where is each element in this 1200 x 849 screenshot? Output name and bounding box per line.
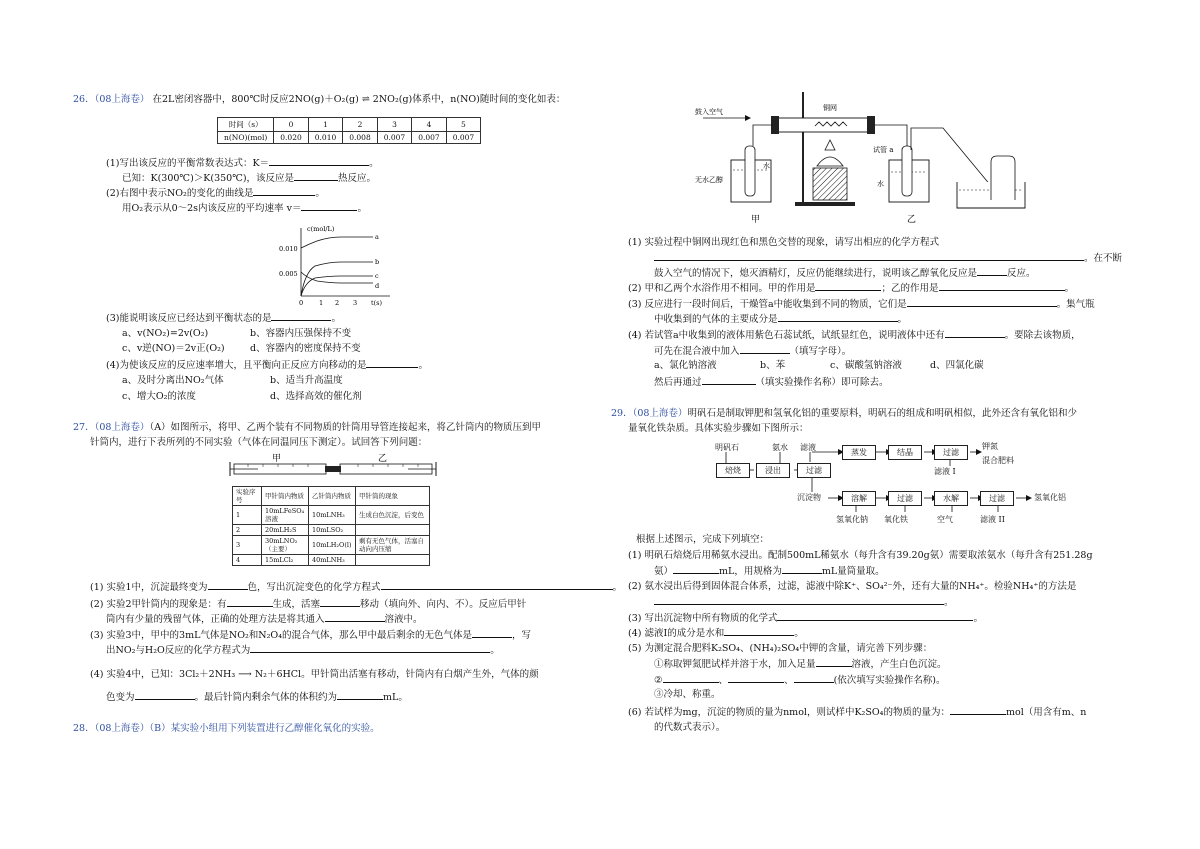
x-tick-label: 3 bbox=[353, 299, 358, 307]
text: 用O₂表示从0～2s内该反应的平均速率 v＝ bbox=[122, 203, 302, 214]
answer-blank[interactable] bbox=[782, 564, 822, 574]
answer-blank[interactable] bbox=[325, 612, 385, 622]
answer-blank[interactable] bbox=[366, 358, 418, 368]
text: (依次填写实验操作名称)。 bbox=[833, 675, 946, 686]
q29-intro: 根据上述图示，完成下列填空： bbox=[636, 534, 770, 545]
x-axis-label: t(s) bbox=[371, 299, 383, 307]
q29-r5-step3: ③冷却、称重。 bbox=[654, 689, 721, 700]
text: (2) 实验2甲针筒内的现象是：有 bbox=[90, 599, 227, 610]
text: (3) 实验3中，甲中的3mL气体是NO₂和N₂O₄的混合气体，那么甲中最后剩余的无色气体是 bbox=[90, 630, 473, 641]
flow-box: 蒸发 bbox=[842, 445, 876, 460]
answer-blank[interactable] bbox=[253, 186, 315, 196]
text: 已知：K(300℃)＞K(350℃)，该反应是 bbox=[122, 173, 295, 184]
q26-l1 bbox=[106, 156, 379, 170]
table-cell: 1 bbox=[233, 506, 262, 525]
text: （填写字母）。 bbox=[789, 346, 852, 357]
q28-p4 bbox=[628, 328, 1081, 342]
text: (3) 反应进行一段时间后，干燥管a中能收集到不同的物质，它们是 bbox=[628, 299, 907, 310]
answer-blank[interactable] bbox=[673, 564, 719, 574]
text: 。 bbox=[973, 613, 983, 624]
flame bbox=[825, 140, 835, 150]
text: N₂＋6HCl。甲针筒出活塞有移动，针筒内有白烟产生外，气体的颜 bbox=[254, 669, 539, 680]
text: 氨） bbox=[654, 566, 674, 577]
table-cell: 20mLH₂S bbox=[262, 525, 309, 536]
answer-blank[interactable] bbox=[724, 626, 794, 636]
q27-s3 bbox=[90, 628, 531, 642]
text: 。 bbox=[331, 313, 341, 324]
y-axis-label: c(mol/L) bbox=[307, 225, 335, 233]
x-tick-label: 1 bbox=[319, 299, 324, 307]
test-tube bbox=[745, 146, 755, 196]
syringe-label: 乙 bbox=[378, 454, 388, 464]
flow-label: 沉淀物 bbox=[797, 493, 821, 502]
text: 热反应。 bbox=[338, 173, 377, 184]
text: 生成，活塞 bbox=[272, 599, 321, 610]
answer-blank[interactable] bbox=[728, 673, 784, 683]
table-cell: 4 bbox=[412, 118, 446, 132]
text: ② bbox=[654, 675, 663, 686]
label: 鼓入空气 bbox=[695, 108, 723, 116]
arrow-icon bbox=[745, 115, 751, 121]
text: 。 bbox=[612, 582, 623, 593]
label: 水 bbox=[763, 162, 770, 170]
label: 甲 bbox=[751, 215, 761, 225]
q26-l4 bbox=[122, 201, 367, 215]
label: 无水乙醇 bbox=[695, 176, 723, 184]
table-cell: 时间（s） bbox=[218, 118, 274, 132]
label: 试管 a bbox=[873, 146, 894, 154]
answer-blank[interactable] bbox=[301, 201, 357, 211]
syringe-label: 甲 bbox=[272, 454, 282, 464]
table-row bbox=[233, 525, 430, 536]
answer-blank[interactable] bbox=[208, 580, 248, 590]
q28-p1-cont2 bbox=[654, 266, 1036, 280]
q27-line2: 针筒内，进行下表所列的不同实验（气体在同温同压下测定）。试回答下列问题： bbox=[90, 437, 428, 448]
text: 鼓入空气的情况下，熄灭酒精灯，反应仍能继续进行，说明该乙醇氧化反应是 bbox=[654, 268, 978, 279]
text: 。要除去该物质， bbox=[1004, 330, 1081, 341]
q27-s2-cont bbox=[106, 612, 423, 626]
lamp-block bbox=[813, 168, 847, 200]
flow-label: 氢氧化铝 bbox=[1034, 493, 1066, 502]
table-cell: 0.010 bbox=[308, 132, 342, 144]
answer-blank[interactable] bbox=[778, 312, 898, 322]
text: (4) 实验4中，已知：3Cl₂＋2NH₃ bbox=[90, 669, 236, 680]
text: 。 bbox=[357, 203, 367, 214]
text: (1)写出该反应的平衡常数表达式：K＝ bbox=[106, 158, 270, 169]
table-row bbox=[233, 506, 430, 525]
arrow-icon: ⟶ bbox=[238, 669, 252, 680]
table-cell: 0.007 bbox=[446, 132, 480, 144]
table-cell: 0.020 bbox=[274, 132, 308, 144]
answer-blank[interactable] bbox=[794, 673, 834, 683]
q28-opt-d: d、四氯化碳 bbox=[930, 360, 984, 371]
flow-label: 明矾石 bbox=[715, 443, 739, 452]
q27-s4-cont bbox=[106, 690, 408, 704]
table-cell: 10mLNH₃ bbox=[309, 506, 356, 525]
table-row bbox=[218, 132, 481, 144]
answer-blank[interactable] bbox=[337, 690, 383, 700]
stopper bbox=[867, 116, 875, 134]
q28-p1: (1) 实验过程中铜网出现红色和黑色交替的现象，请写出相应的化学方程式 bbox=[628, 237, 939, 248]
flow-box: 焙烧 bbox=[716, 463, 750, 478]
q28-opt-c: c、碳酸氢钠溶液 bbox=[830, 360, 902, 371]
q28-opt-a: a、氯化钠溶液 bbox=[654, 360, 717, 371]
text: (3)能说明该反应已经达到平衡状态的是 bbox=[106, 313, 272, 324]
text: mL，用规格为 bbox=[719, 566, 782, 577]
table-cell: 10mLH₂O(l) bbox=[309, 536, 356, 555]
text: ①称取钾氮肥试样并溶于水，加入足量 bbox=[654, 659, 816, 670]
curve-a bbox=[301, 237, 373, 248]
q29-r6-cont: 的代数式表示）。 bbox=[654, 722, 726, 733]
answer-blank[interactable] bbox=[654, 595, 944, 605]
table-cell: 40mLNH₃ bbox=[309, 555, 356, 566]
label: 铜网 bbox=[823, 104, 837, 112]
q29-r5-step2 bbox=[654, 673, 945, 687]
flow-box: 浸出 bbox=[756, 463, 790, 478]
text: 中收集到的气体的主要成分是 bbox=[654, 314, 778, 325]
text: 。 bbox=[897, 314, 908, 325]
y-tick-label: 0.010 bbox=[279, 245, 298, 253]
text: 筒内有少量的残留气体，正确的处理方法是将其通入 bbox=[106, 614, 325, 625]
q29-r1-cont bbox=[654, 564, 885, 578]
text: 。集气瓶 bbox=[1056, 299, 1095, 310]
flow-label: 滤液 II bbox=[980, 515, 1005, 524]
flow-label: 空气 bbox=[937, 515, 953, 524]
answer-blank[interactable] bbox=[250, 643, 490, 653]
table-cell: 5 bbox=[446, 118, 480, 132]
table-cell: 3 bbox=[233, 536, 262, 555]
text: mL。 bbox=[383, 692, 408, 703]
q27-s2 bbox=[90, 597, 526, 611]
answer-blank[interactable] bbox=[269, 156, 369, 166]
table-header: 乙针筒内物质 bbox=[309, 487, 356, 506]
q26-header: 26．（08上海卷） bbox=[73, 94, 150, 105]
q26-opt4-d: d、选择高效的催化剂 bbox=[270, 391, 362, 402]
q28-p4-end bbox=[654, 375, 889, 389]
q26-text: 在2L密闭容器中，800℃时反应2NO(g)＋O₂(g) ⇌ 2NO₂(g)体系中，n(NO)随时间的变化如表： bbox=[152, 94, 566, 105]
q26-opt-a: a、v(NO₂)=2v(O₂) bbox=[122, 328, 209, 339]
text: (1) 实验1中，沉淀最终变为 bbox=[90, 582, 208, 593]
table-cell: 生成白色沉淀，后变色 bbox=[356, 506, 430, 525]
curve-label: c bbox=[375, 272, 379, 280]
table-row bbox=[218, 118, 481, 132]
text: 色，写出沉淀变色的化学方程式 bbox=[247, 582, 381, 593]
table-cell: 10mLSO₂ bbox=[309, 525, 356, 536]
q27-s3-cont bbox=[106, 643, 500, 657]
q26-opt-c: c、v逆(NO)＝2v正(O₂) bbox=[122, 343, 225, 354]
q26-opt-d: d、容器内的密度保持不变 bbox=[250, 343, 361, 354]
text: 然后再通过 bbox=[654, 377, 702, 388]
text: （填实验操作名称）即可除去。 bbox=[755, 377, 889, 388]
answer-blank[interactable] bbox=[939, 281, 1065, 291]
text: 。 bbox=[794, 628, 804, 639]
answer-blank[interactable] bbox=[654, 251, 1084, 261]
q27-header: 27．（08上海卷） bbox=[73, 422, 150, 433]
q29-r3 bbox=[628, 611, 983, 625]
flow-label: 氧化铁 bbox=[884, 515, 908, 524]
answer-blank[interactable] bbox=[815, 281, 881, 291]
answer-blank[interactable] bbox=[977, 266, 1007, 276]
flow-box: 过滤 bbox=[934, 445, 968, 460]
flow-box: 结晶 bbox=[888, 445, 922, 460]
table-cell: 2 bbox=[233, 525, 262, 536]
text: (3) 写出沉淀物中所有物质的化学式 bbox=[628, 613, 778, 624]
text: 。 bbox=[315, 188, 325, 199]
q26-opt4-b: b、适当升高温度 bbox=[270, 375, 343, 386]
q29-line1 bbox=[611, 407, 1077, 420]
answer-blank[interactable] bbox=[135, 690, 195, 700]
q26-opt-b: b、容器内压强保持不变 bbox=[250, 328, 352, 339]
text: 。 bbox=[944, 597, 954, 608]
text: 。 bbox=[369, 158, 379, 169]
table-cell: 剩有无色气体，活塞自动向内压缩 bbox=[356, 536, 430, 555]
answer-blank[interactable] bbox=[320, 597, 360, 607]
text: 反应。 bbox=[1007, 268, 1036, 279]
text: ；乙的作用是 bbox=[881, 283, 939, 294]
q28-p1-cont bbox=[654, 251, 1122, 265]
text: 。在不断 bbox=[1084, 253, 1123, 264]
q26-l2 bbox=[122, 171, 376, 185]
text: 移动（填向外、向内、不）。反应后甲针 bbox=[360, 599, 527, 610]
table-row bbox=[233, 487, 430, 506]
text: (2) 甲和乙两个水浴作用不相同。甲的作用是 bbox=[628, 283, 816, 294]
q27-s4 bbox=[90, 668, 539, 681]
x-tick-label: 0 bbox=[299, 299, 304, 307]
answer-blank[interactable] bbox=[271, 311, 331, 321]
answer-blank[interactable] bbox=[945, 328, 1005, 338]
table-cell bbox=[356, 525, 430, 536]
q26-opt4-c: c、增大O₂的浓度 bbox=[122, 391, 196, 402]
ethanol-oxidation-apparatus bbox=[695, 90, 1035, 225]
table-cell: 15mLCl₂ bbox=[262, 555, 309, 566]
text: 溶液，产生白色沉淀。 bbox=[851, 659, 947, 670]
q26-line1 bbox=[73, 93, 565, 106]
q29-r5-step1 bbox=[654, 657, 947, 671]
q28-p3-cont bbox=[654, 312, 907, 326]
label: 乙 bbox=[907, 215, 917, 225]
gas-jar bbox=[991, 156, 1015, 200]
stand-base bbox=[795, 202, 855, 206]
q27-s1 bbox=[90, 580, 622, 594]
q29-r5: (5) 为测定混合肥料K₂SO₄、(NH₄)₂SO₄中钾的含量，请完善下列步骤： bbox=[628, 643, 933, 654]
text: mL量筒量取。 bbox=[821, 566, 885, 577]
flow-box: 溶解 bbox=[842, 491, 876, 506]
x-tick-label: 2 bbox=[335, 299, 340, 307]
flow-box: 过滤 bbox=[888, 491, 922, 506]
concentration-graph bbox=[275, 222, 395, 308]
answer-blank[interactable] bbox=[816, 657, 852, 667]
q26-l6 bbox=[106, 358, 428, 372]
table-cell: 30mLNO₂（主要） bbox=[262, 536, 309, 555]
flow-label: 滤液 I bbox=[934, 467, 956, 476]
q29-line2: 量氧化铁杂质。具体实验步骤如下图所示： bbox=[628, 423, 809, 434]
table-header: 甲针筒的现象 bbox=[356, 487, 430, 506]
text: 。最后针筒内剩余气体的体积约为 bbox=[194, 692, 338, 703]
table-cell: n(NO)(mol) bbox=[218, 132, 274, 144]
q27-table bbox=[232, 486, 430, 566]
y-tick-label: 0.005 bbox=[279, 270, 298, 278]
air-tube bbox=[753, 125, 773, 146]
text: 。 bbox=[1064, 283, 1075, 294]
text: 。 bbox=[490, 645, 500, 656]
text: 明矾石是制取钾肥和氢氧化铝的重要原料，明矾石的组成和明矾相似，此外还含有氧化铝和少 bbox=[687, 408, 1077, 419]
table-header: 甲针筒内物质 bbox=[262, 487, 309, 506]
table-cell: 2 bbox=[343, 118, 377, 132]
table-header: 实验序号 bbox=[233, 487, 262, 506]
connector-tube bbox=[325, 466, 341, 472]
answer-blank[interactable] bbox=[777, 611, 973, 621]
answer-blank[interactable] bbox=[381, 580, 613, 590]
table-cell: 0.008 bbox=[343, 132, 377, 144]
flow-label: 氢氧化钠 bbox=[836, 515, 868, 524]
flow-box: 过滤 bbox=[797, 463, 831, 478]
flow-box: 过滤 bbox=[980, 491, 1014, 506]
flow-label: 滤液 bbox=[800, 443, 816, 452]
q28-p4-cont bbox=[654, 344, 851, 358]
text: ，写 bbox=[512, 630, 532, 641]
q28-p2 bbox=[628, 281, 1074, 295]
q28-opt-b: b、苯 bbox=[760, 360, 786, 371]
flow-label: 氨水 bbox=[772, 443, 788, 452]
table-cell: 4 bbox=[233, 555, 262, 566]
q28-p3 bbox=[628, 297, 1095, 311]
curve-d bbox=[301, 272, 373, 283]
text: (4) 滤液I的成分是水和 bbox=[628, 628, 725, 639]
q29-r2: (2) 氨水浸出后得到固体混合体系，过滤，滤液中除K⁺、SO₄²⁻外，还有大量的NH₄⁺。检验NH₄⁺的方法是 bbox=[628, 581, 1077, 592]
text: 出NO₂与H₂O反应的化学方程式为 bbox=[106, 645, 251, 656]
q29-r6 bbox=[628, 705, 1086, 719]
table-cell: 1 bbox=[308, 118, 342, 132]
text: 。 bbox=[418, 360, 428, 371]
q29-r4 bbox=[628, 626, 804, 640]
curve-label: b bbox=[375, 258, 380, 266]
q29-header: 29．（08上海卷） bbox=[611, 408, 688, 419]
text: (2)右图中表示NO₂的变化的曲线是 bbox=[106, 188, 254, 199]
flow-label: 混合肥料 bbox=[982, 456, 1014, 465]
q29-r1: (1) 明矾石焙烧后用稀氨水浸出。配制500mL稀氨水（每升含有39.20g氨）需要取浓氨水（每升含有251.28g bbox=[628, 550, 1093, 561]
reaction-tube bbox=[773, 118, 873, 132]
answer-blank[interactable] bbox=[907, 297, 1057, 307]
text: 可先在混合液中加入 bbox=[654, 346, 740, 357]
test-tube-a bbox=[902, 146, 912, 196]
answer-blank[interactable] bbox=[294, 171, 338, 181]
q28-header: 28．（08上海卷）（B）某实验小组用下列装置进行乙醇催化氧化的实验。 bbox=[73, 723, 380, 734]
label: 水 bbox=[877, 180, 884, 188]
table-cell bbox=[356, 555, 430, 566]
table-cell: 0.007 bbox=[412, 132, 446, 144]
syringe-apparatus bbox=[228, 452, 438, 482]
text: (4)为使该反应的反应速率增大，且平衡向正反应方向移动的是 bbox=[106, 360, 367, 371]
text: 、 bbox=[718, 675, 729, 686]
answer-blank[interactable] bbox=[740, 344, 790, 354]
q27-line1 bbox=[73, 421, 541, 434]
flow-box: 水解 bbox=[934, 491, 968, 506]
table-row bbox=[233, 555, 430, 566]
table-cell: 0.007 bbox=[377, 132, 411, 144]
q26-l3 bbox=[106, 186, 325, 200]
table-cell: 3 bbox=[377, 118, 411, 132]
text: 色变为 bbox=[106, 692, 135, 703]
text: （A）如图所示，将甲、乙两个装有不同物质的针筒用导管连接起来，将乙针筒内的物质压到甲 bbox=[149, 422, 542, 433]
curve-label: a bbox=[375, 233, 379, 241]
answer-blank[interactable] bbox=[663, 673, 719, 683]
table-row bbox=[233, 536, 430, 555]
alcohol-lamp bbox=[817, 157, 843, 166]
q26-table bbox=[217, 117, 481, 144]
text: 溶液中。 bbox=[384, 614, 423, 625]
q26-l5 bbox=[106, 311, 341, 325]
answer-blank[interactable] bbox=[702, 375, 756, 385]
text: 、 bbox=[784, 675, 794, 686]
table-cell: 10mLFeSO₄溶液 bbox=[262, 506, 309, 525]
q26-opt4-a: a、及时分离出NO₂气体 bbox=[122, 375, 224, 386]
flow-label: 钾氮 bbox=[982, 442, 998, 451]
q29-r2-cont bbox=[654, 595, 954, 609]
curve-label: d bbox=[375, 282, 380, 290]
table-cell: 0 bbox=[274, 118, 308, 132]
text: mol（用含有m、n bbox=[1005, 707, 1087, 718]
text: (6) 若试样为mg，沉淀的物质的量为nmol，则试样中K₂SO₄的物质的量为： bbox=[628, 707, 950, 718]
answer-blank[interactable] bbox=[227, 597, 273, 607]
answer-blank[interactable] bbox=[950, 705, 1006, 715]
text: (4) 若试管a中收集到的液体用紫色石蕊试纸，试纸显红色，说明液体中还有 bbox=[628, 330, 945, 341]
answer-blank[interactable] bbox=[472, 628, 512, 638]
